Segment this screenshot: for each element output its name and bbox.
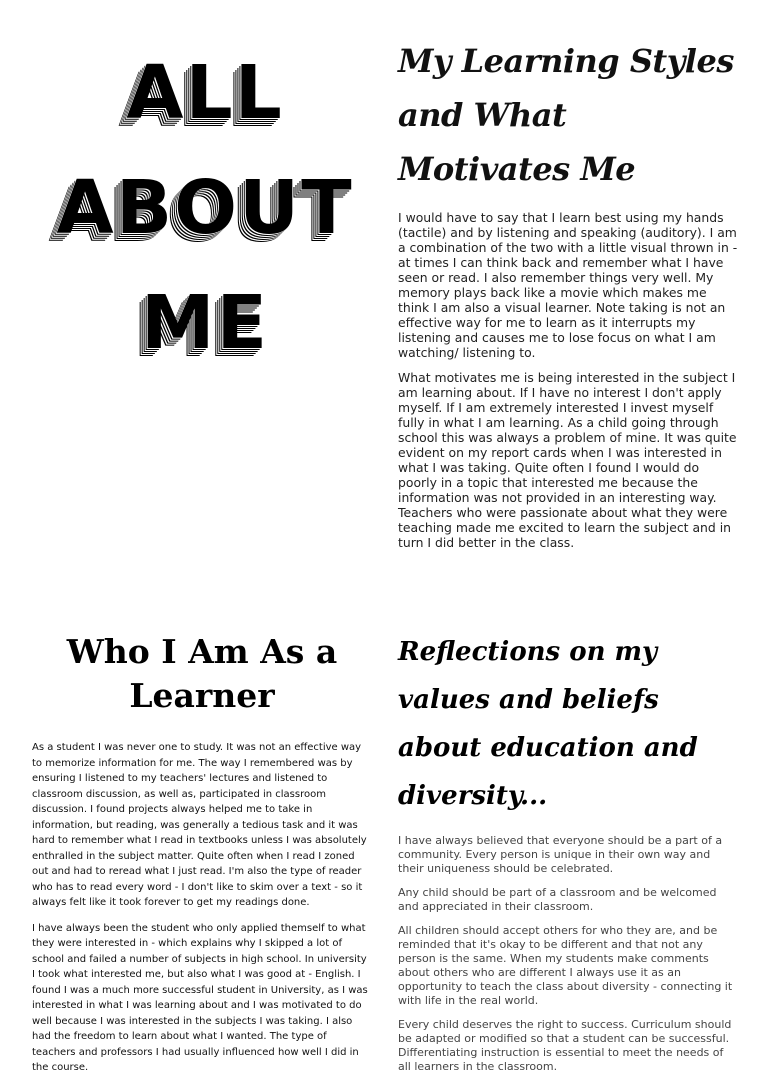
title-word-all: ALL — [126, 50, 284, 136]
reflections-paragraph-4: Every child deserves the right to success. Curriculum should be adapted or modified so that a student can be successful. Differentiating instruction is essential to meet the needs of all learners in the classroom. — [398, 1018, 732, 1073]
learner-heading: Who I Am As a Learner — [66, 632, 338, 715]
title-word-about: ABOUT — [56, 165, 354, 251]
reflections-paragraph-1: I have always believed that everyone should be a part of a community. Every person is unique in their own way and their uniqueness should be celebrated. — [398, 834, 723, 875]
learner-paragraph-2: I have always been the student who only applied themself to what they were interested in - which explains why I skipped a lot of school and failed a number of subjects in high school. In university I took what interested me, but also what I was good at - English. I found I was a much more successful student in University, as I was interested in what I was learning about and I was motivated to do well because I was interested in the subjects I was taking. I also had the freedom to learn about what I wanted. The type of teachers and professors I had usually influenced how well I did in the course. — [32, 922, 368, 1073]
title-word-me: ME — [140, 280, 270, 366]
learning-styles-heading: My Learning Styles and What Motivates Me — [398, 42, 734, 188]
learner-panel — [32, 630, 372, 1073]
reflections-heading: Reflections on my values and beliefs about education and diversity... — [398, 637, 698, 811]
title-panel — [40, 30, 370, 370]
learner-paragraph-1: As a student I was never one to study. It was not an effective way to memorize information for me. The way I remembered was by ensuring I listened to my teachers' lectures and listened to classroom discussion, as well as, participated in classroom discussion. I found projects always helped me to take in information, but reading, was generally a tedious task and it was hard to remember what I read in textbooks unless I was absolutely enthralled in the subject matter. Quite often when I read I zoned out and had to reread what I just read. I'm also the type of reader who has to read every word - I don't like to skim over a text - so it always felt like it took forever to get my readings done. — [32, 742, 367, 908]
reflections-paragraph-3: All children should accept others for who they are, and be reminded that it's okay to be different and that not any person is the same. When my students make comments about others who are different I always use it as an opportunity to teach the class about diversity - connecting it with life in the real world. — [398, 924, 733, 1007]
reflections-paragraph-2: Any child should be part of a classroom and be welcomed and appreciated in their classroom. — [398, 886, 717, 913]
learning-styles-panel — [398, 34, 738, 550]
reflections-panel — [398, 628, 738, 1073]
learning-styles-paragraph: I would have to say that I learn best using my hands (tactile) and by listening and speaking (auditory). I am a combination of the two with a little visual thrown in - at times I can think back and remember what I have seen or read. I also remember things very well. My memory plays back like a movie which makes me think I am also a visual learner. Note taking is not an effective way for me to learn as it interrupts my listening and causes me to lose focus on what I am watching/ listening to. — [398, 210, 738, 360]
motivation-paragraph: What motivates me is being interested in the subject I am learning about. If I have no interest I don't apply myself. If I am extremely interested I invest myself fully in what I am learning. As a child going through school this was always a problem of mine. It was quite evident on my report cards when I was interested in what I was taking. Quite often I found I would do poorly in a topic that interested me because the information was not provided in an interesting way. Teachers who were passionate about what they were teaching made me excited to learn the subject and in turn I did better in the class. — [398, 370, 737, 550]
